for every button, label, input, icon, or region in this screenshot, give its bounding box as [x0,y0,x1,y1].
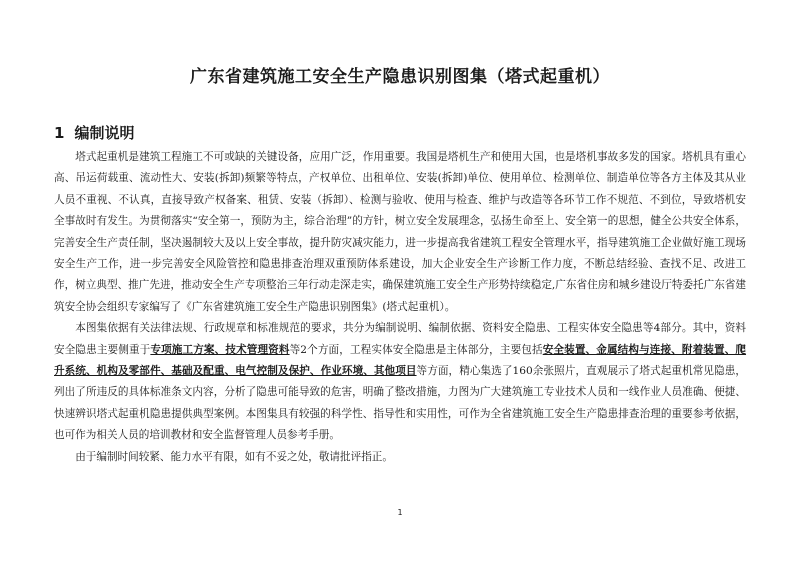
paragraph-structure-text-1: 本图集依据有关法律法规、行政规章和标准规范的要求，共分为编制说明、编制依据、资料安全隐患、工程实体安全隐患等4部分。其中，资料安全隐患主要侧重于 [54,322,746,356]
paragraph-structure-text-3: 等方面，精心集选了160余张照片，直观展示了塔式起重机常见隐患，列出了所违反的具体标准条文内容，分析了隐患可能导致的危害，明确了整改措施，力图为广大建筑施工专业技术人员和一线作业人员准确、便捷、快速辨识塔式起重机隐患提供典型案例。本图集具有较强的科学性、指导性和实用性，可作为全省建筑施工安全生产隐患排查治理的重要参考依据，也可作为相关人员的培训教材和安全监督管理人员参考手册。 [54,365,746,442]
page-number: 1 [397,508,403,517]
highlight-physical-hazards: 安全装置、金属结构与连接、附着装置、爬升系统、机构及零部件、基础及配重、电气控制及保护、作业环境、其他项目 [54,343,747,378]
section-number: 1 [54,124,65,142]
paragraph-structure [54,318,746,446]
paragraph-closing: 由于编制时间较紧、能力水平有限，如有不妥之处，敬请批评指正。 [75,450,393,463]
body-text [54,147,746,468]
document-title: 广东省建筑施工安全生产隐患识别图集（塔式起重机） [190,67,610,87]
section-heading [54,122,134,143]
section-title: 编制说明 [74,124,135,142]
paragraph-intro: 塔式起重机是建筑工程施工不可或缺的关键设备，应用广泛，作用重要。我国是塔机生产和使用大国，也是塔机事故多发的国家。塔机具有重心高、吊运荷载重、流动性大、安装(拆卸)频繁等特点，产权单位、出租单位、安装(拆卸)单位、使用单位、检测单位、制造单位等各方主体及其从业人员不重视、不认真，直接导致产权备案、租赁、安装（拆卸）、检测与验收、使用与检查、维护与改造等各环节工作不规范、不到位，导致塔机安全事故时有发生。为贯彻落实“安全第一，预防为主，综合治理”的方针，树立安全发展理念，弘扬生命至上、安全第一的思想，健全公共安全体系，完善安全生产责任制，坚决遏制较大及以上安全事故，提升防灾减灾能力，进一步提高我省建筑工程安全管理水平，指导建筑施工企业做好施工现场安全生产工作，进一步完善安全风险管控和隐患排查治理双重预防体系建设，加大企业安全生产诊断工作力度，不断总结经验、查找不足、改进工作，树立典型、推广先进，推动安全生产专项整治三年行动走深走实，确保建筑施工安全生产形势持续稳定,广东省住房和城乡建设厅特委托广东省建筑安全协会组织专家编写了《广东省建筑施工安全生产隐患识别图集》(塔式起重机）。 [54,151,746,313]
highlight-document-hazards: 专项施工方案、技术管理资料 [150,343,290,356]
paragraph-structure-text-2: 等2个方面，工程实体安全隐患是主体部分，主要包括 [289,343,543,356]
